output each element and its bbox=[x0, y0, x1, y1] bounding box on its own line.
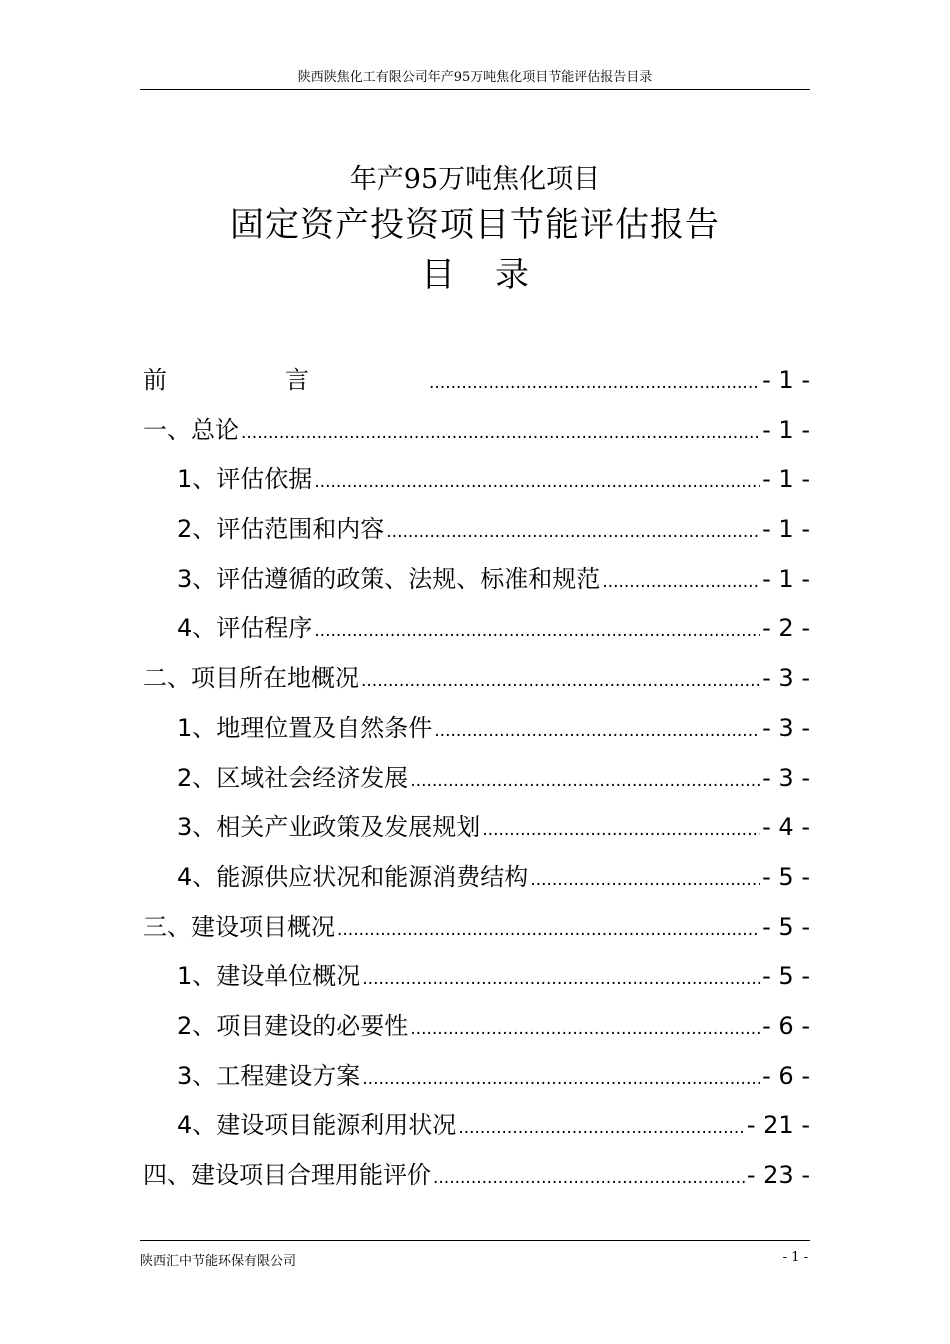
toc-entry-page: - 1 - bbox=[762, 465, 810, 494]
toc-entry-label: 二、项目所在地概况 bbox=[143, 664, 359, 693]
toc-heading: 目录 bbox=[421, 255, 569, 295]
toc-entry-label: 四、建设项目合理用能评价 bbox=[143, 1161, 431, 1189]
document-title-line1: 年产95万吨焦化项目 bbox=[349, 164, 601, 195]
toc-leader-dots bbox=[337, 906, 760, 956]
toc-entry-label: 前言 bbox=[143, 366, 427, 394]
toc-entry-page: - 3 - bbox=[762, 713, 810, 742]
toc-entry-page: - 21 - bbox=[746, 1111, 810, 1140]
toc-entry-page: - 1 - bbox=[762, 366, 810, 394]
toc-leader-dots bbox=[314, 607, 760, 657]
toc-entry-label: 1、建设单位概况 bbox=[177, 962, 361, 991]
toc-entry-label: 1、地理位置及自然条件 bbox=[177, 713, 433, 742]
toc-entry[interactable] bbox=[143, 853, 810, 903]
toc-entry-label: 2、区域社会经济发展 bbox=[177, 763, 409, 792]
toc-leader-dots bbox=[362, 1055, 760, 1105]
toc-entry-label: 2、评估范围和内容 bbox=[177, 515, 385, 544]
toc-leader-dots bbox=[602, 558, 760, 608]
toc-entry[interactable] bbox=[143, 903, 810, 953]
footer-divider bbox=[140, 1240, 810, 1241]
toc-entry[interactable] bbox=[143, 1002, 810, 1052]
toc-entry[interactable] bbox=[143, 555, 810, 605]
footer-page-number: - 1 - bbox=[782, 1250, 808, 1265]
document-title-line2: 固定资产投资项目节能评估报告 bbox=[230, 205, 720, 245]
toc-leader-dots bbox=[362, 955, 760, 1005]
toc-entry-label: 三、建设项目概况 bbox=[143, 912, 335, 941]
footer-company: 陕西汇中节能环保有限公司 bbox=[140, 1254, 297, 1269]
toc-entry[interactable] bbox=[143, 356, 810, 406]
toc-entry[interactable] bbox=[143, 604, 810, 654]
toc-entry-label: 4、建设项目能源利用状况 bbox=[177, 1111, 457, 1140]
toc-entry[interactable] bbox=[143, 1052, 810, 1102]
toc-entry-page: - 5 - bbox=[762, 862, 810, 891]
toc-entry[interactable] bbox=[143, 455, 810, 505]
toc-entry-label: 3、工程建设方案 bbox=[177, 1061, 361, 1090]
toc-entry[interactable] bbox=[143, 406, 810, 456]
toc-entry-page: - 1 - bbox=[762, 515, 810, 544]
toc-leader-dots bbox=[433, 1154, 745, 1204]
toc-entry-page: - 4 - bbox=[762, 813, 810, 842]
toc-entry-page: - 6 - bbox=[762, 1061, 810, 1090]
toc-entry-page: - 6 - bbox=[762, 1011, 810, 1040]
toc-entry[interactable] bbox=[143, 952, 810, 1002]
toc-leader-dots bbox=[410, 757, 760, 807]
toc-entry-label: 一、总论 bbox=[143, 415, 239, 444]
toc-leader-dots bbox=[458, 1104, 745, 1154]
toc-entry-page: - 3 - bbox=[762, 664, 810, 693]
toc-leader-dots bbox=[241, 409, 760, 459]
toc-entry-page: - 5 - bbox=[762, 912, 810, 941]
toc-leader-dots bbox=[530, 856, 760, 906]
toc-entry[interactable] bbox=[143, 1101, 810, 1151]
toc-entry-page: - 2 - bbox=[762, 614, 810, 643]
toc-entry[interactable] bbox=[143, 754, 810, 804]
toc-entry[interactable] bbox=[143, 1151, 810, 1201]
toc-entry-page: - 1 - bbox=[762, 415, 810, 444]
toc-entry-page: - 1 - bbox=[762, 564, 810, 593]
toc-leader-dots bbox=[410, 1005, 760, 1055]
running-header: 陕西陕焦化工有限公司年产95万吨焦化项目节能评估报告目录 bbox=[297, 70, 653, 85]
table-of-contents bbox=[143, 356, 810, 1201]
toc-entry-page: - 23 - bbox=[746, 1161, 810, 1189]
toc-entry[interactable] bbox=[143, 654, 810, 704]
toc-leader-dots bbox=[314, 458, 760, 508]
toc-entry-label: 4、能源供应状况和能源消费结构 bbox=[177, 862, 529, 891]
toc-entry-label: 2、项目建设的必要性 bbox=[177, 1011, 409, 1040]
toc-entry[interactable] bbox=[143, 704, 810, 754]
toc-entry-label: 3、相关产业政策及发展规划 bbox=[177, 813, 481, 842]
header-divider bbox=[140, 89, 810, 90]
toc-leader-dots bbox=[386, 508, 760, 558]
toc-entry[interactable] bbox=[143, 505, 810, 555]
toc-leader-dots bbox=[429, 359, 760, 409]
toc-entry-label: 1、评估依据 bbox=[177, 465, 313, 494]
toc-entry-page: - 5 - bbox=[762, 962, 810, 991]
toc-entry-label: 3、评估遵循的政策、法规、标准和规范 bbox=[177, 564, 601, 593]
toc-entry-page: - 3 - bbox=[762, 763, 810, 792]
toc-leader-dots bbox=[434, 707, 760, 757]
toc-leader-dots bbox=[361, 657, 760, 707]
toc-leader-dots bbox=[482, 806, 760, 856]
toc-entry-label: 4、评估程序 bbox=[177, 614, 313, 643]
toc-entry[interactable] bbox=[143, 803, 810, 853]
